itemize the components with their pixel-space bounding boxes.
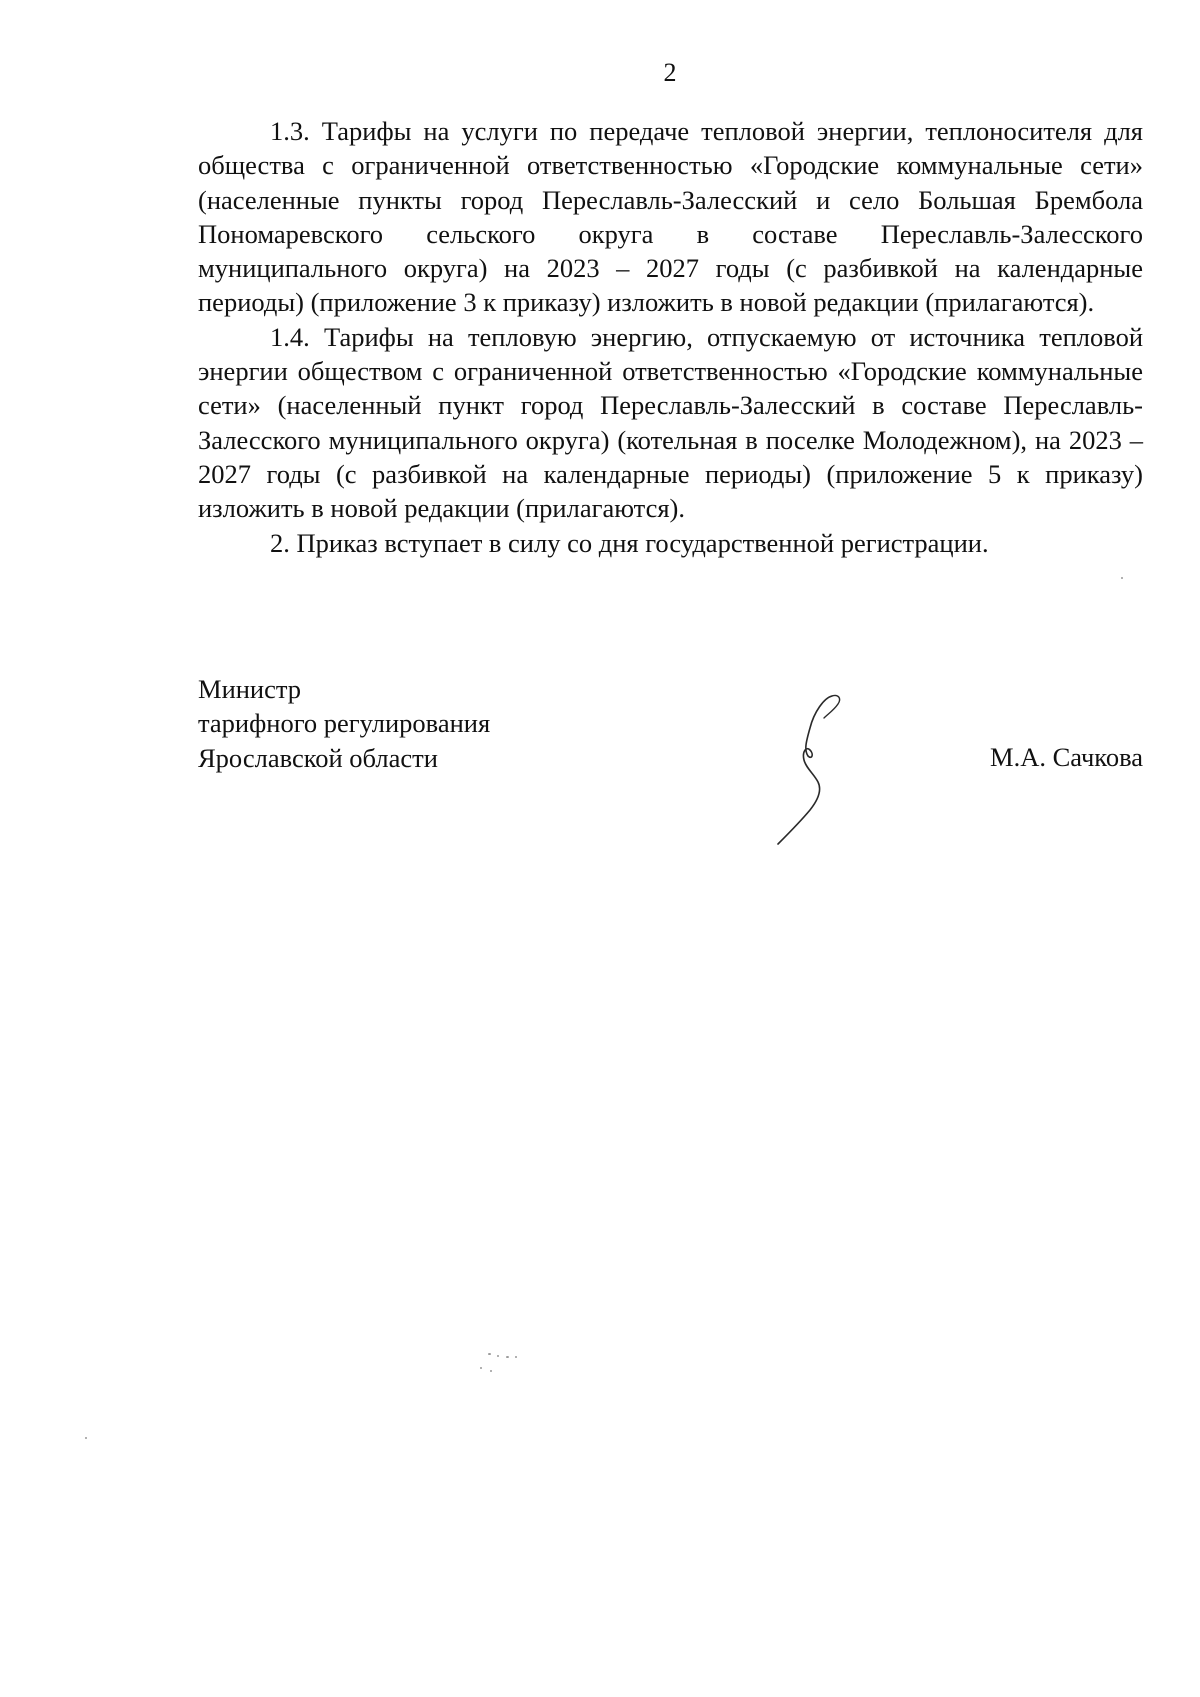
scan-speck — [515, 1356, 517, 1358]
scan-speck — [1121, 577, 1123, 579]
scan-speck — [506, 1356, 509, 1358]
paragraph-1-3: 1.3. Тарифы на услуги по передаче тепловой энергии, теплоносителя для общества с ограниченной ответственностью «Городские коммунальные сети» (населенные пункты город Переславль-Залесский и село Большая Брембола Пономаревского сельского округа в составе Переславль-Залесского муниципального округа) на 2023 – 2027 годы (с разбивкой на календарные периоды) (приложение 3 к приказу) изложить в новой редакции (прилагаются). — [198, 116, 1143, 318]
scan-speck — [480, 1367, 482, 1369]
document-body — [198, 114, 1143, 560]
scan-speck — [85, 1437, 87, 1439]
paragraph-2: 2. Приказ вступает в силу со дня государственной регистрации. — [270, 527, 989, 558]
scan-speck — [490, 1370, 492, 1372]
signature-block — [198, 672, 1143, 822]
signer-name: М.А. Сачкова — [990, 742, 1143, 772]
signer-title — [198, 672, 618, 775]
scan-speck — [497, 1355, 499, 1357]
scan-speck — [488, 1353, 491, 1355]
page-number: 2 — [663, 58, 677, 87]
signer-title-line: тарифного регулирования — [198, 708, 491, 739]
signer-title-line: Министр — [198, 674, 302, 704]
signer-title-line: Ярославской области — [198, 742, 438, 773]
paragraph-1-4: 1.4. Тарифы на тепловую энергию, отпускаемую от источника тепловой энергии обществом с ограниченной ответственностью «Городские коммунальные сети» (населенный пункт город Переславль-Залесский в составе Переславль-Залесского муниципального округа) (котельная в поселке Молодежном), на 2023 – 2027 годы (с разбивкой на календарные периоды) (приложение 5 к приказу) изложить в новой редакции (прилагаются). — [198, 321, 1143, 524]
handwritten-signature — [770, 690, 870, 850]
